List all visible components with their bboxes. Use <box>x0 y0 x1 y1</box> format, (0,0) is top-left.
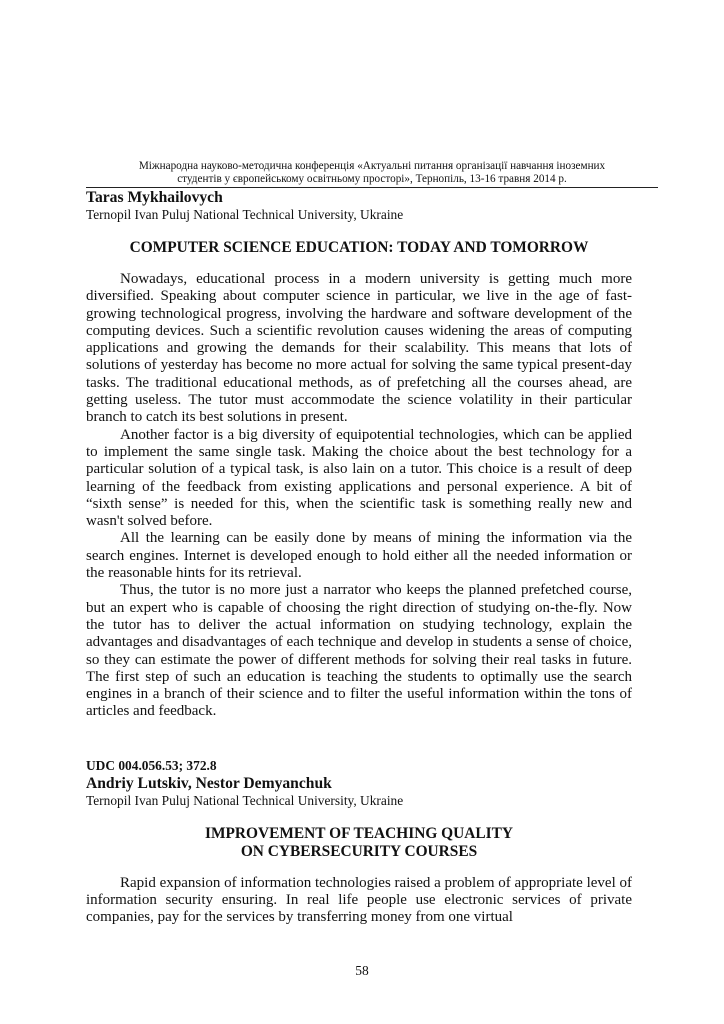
article-2 <box>86 758 632 927</box>
article-2-title-line2: ON CYBERSECURITY COURSES <box>240 842 478 860</box>
page-number: 58 <box>355 963 369 978</box>
article-1-paragraph-1: Nowadays, educational process in a modern university is getting much more diversified. Speaking about computer science in particular, we live in the age of fast-growing technological progress, involving the hardware and software development of the computing devices. Such a scientific revolution causes widening the areas of computing applications and growing the demands for their scalability. This means that lots of solutions of yesterday has become no more actual for solving the same typical present-day tasks. The traditional educational methods, as of prefetching all the courses ahead, are getting useless. The tutor must accommodate the science volatility in their particular branch to catch its best solutions in present. <box>86 271 632 426</box>
article-1-paragraph-3: All the learning can be easily done by means of mining the information via the search engines. Internet is developed enough to hold either all the needed information or the reasonable hints for its retrieval. <box>86 530 632 582</box>
article-2-title-line1: IMPROVEMENT OF TEACHING QUALITY <box>205 824 513 842</box>
article-2-title <box>86 825 632 861</box>
article-1-title: COMPUTER SCIENCE EDUCATION: TODAY AND TOMORROW <box>129 239 589 256</box>
article-2-udc: UDC 004.056.53; 372.8 <box>86 757 217 773</box>
article-1-affiliation: Ternopil Ivan Puluj National Technical University, Ukraine <box>86 207 404 222</box>
article-1-paragraph-4: Thus, the tutor is no more just a narrator who keeps the planned prefetched course, but an expert who is capable of choosing the right direction of studying on-the-fly. Now the tutor has to deliver the actual information on studying technology, explain the advantages and disadvantages of each technique and develop in students a sense of choice, so they can estimate the power of different methods for solving their real tasks in future. The first step of such an education is teaching the students to optimally use the search engines in a branch of their science and to filter the useful information within the tons of articles and feedback. <box>86 582 632 720</box>
running-header-line2: студентів у європейському освітньому просторі», Тернопіль, 13-16 травня 2014 р. <box>177 173 567 185</box>
article-2-authors: Andriy Lutskiv, Nestor Demyanchuk <box>86 774 332 792</box>
article-1-paragraph-2: Another factor is a big diversity of equipotential technologies, which can be applied to implement the same single task. Making the choice about the best technology for a particular solution of a typical task, is also lain on a tutor. This choice is a result of deep learning of the feedback from existing applications and personal experience. A bit of “sixth sense” is needed for this, when the scientific task is something really new and wasn't solved before. <box>86 426 632 530</box>
article-1 <box>86 189 632 721</box>
article-2-affiliation: Ternopil Ivan Puluj National Technical University, Ukraine <box>86 792 404 808</box>
running-header-line1: Міжнародна науково-методична конференція «Актуальні питання організації навчання іноземних <box>138 160 606 172</box>
running-header <box>86 160 658 188</box>
article-1-author: Taras Mykhailovych <box>86 189 223 206</box>
page-body <box>86 160 632 927</box>
article-2-paragraph-1: Rapid expansion of information technologies raised a problem of appropriate level of information security ensuring. In real life people use electronic services of private companies, pay for the services by transferring money from one virtual <box>86 874 632 926</box>
